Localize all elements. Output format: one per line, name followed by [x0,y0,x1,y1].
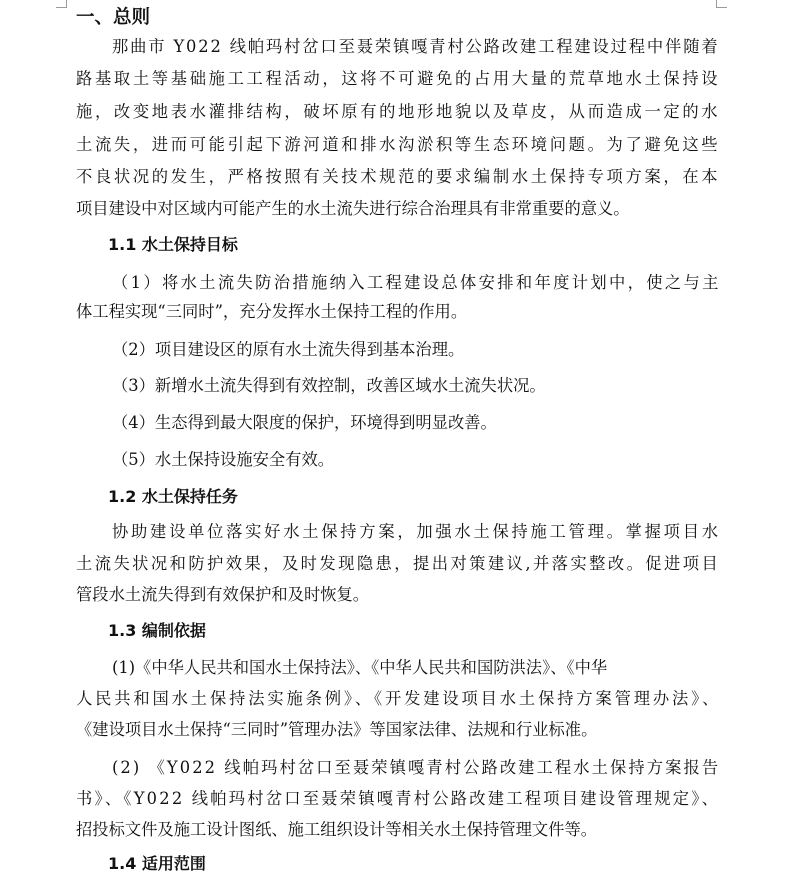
chapter-heading: 一、总则 [76,7,151,28]
section-heading-1-1: 1.1 水土保持目标 [108,235,238,254]
goal-line-5: （4）生态得到最大限度的保护，环境得到明显改善。 [112,413,497,432]
basis-line-1: (1)《中华人民共和国水土保持法》、《中华人民共和国防洪法》、《中华 [112,658,608,677]
goal-line-3: （2）项目建设区的原有水土流失得到基本治理。 [112,340,465,359]
section-heading-1-2: 1.2 水土保持任务 [108,487,238,506]
goal-line-1: （1）将水土流失防治措施纳入工程建设总体安排和年度计划中，使之与主 [112,273,721,292]
intro-line-3: 施，改变地表水灌排结构，破坏原有的地形地貌以及草皮，从而造成一定的水 [76,102,721,121]
task-line-2: 土流失状况和防护效果，及时发现隐患，提出对策建议,并落实整改。促进项目 [76,554,721,573]
task-line-1: 协助建设单位落实好水土保持方案，加强水土保持施工管理。掌握项目水 [112,522,721,541]
intro-line-1: 那曲市 Y022 线帕玛村岔口至聂荣镇嘎青村公路改建工程建设过程中伴随着 [112,37,720,56]
intro-line-2: 路基取土等基础施工工程活动，这将不可避免的占用大量的荒草地水土保持设 [76,69,721,88]
goal-line-2: 体工程实现“三同时”，充分发挥水土保持工程的作用。 [76,302,468,321]
basis-line-4: (2) 《Y022 线帕玛村岔口至聂荣镇嘎青村公路改建工程水土保持方案报告 [112,758,721,777]
goal-line-6: （5）水土保持设施安全有效。 [112,450,335,469]
goal-line-4: （3）新增水土流失得到有效控制，改善区域水土流失状况。 [112,376,546,395]
task-line-3: 管段水土流失得到有效保护和及时恢复。 [76,585,370,604]
basis-line-3: 《建设项目水土保持“三同时”管理办法》等国家法律、法规和行业标准。 [76,720,598,739]
basis-line-2: 人民共和国水土保持法实施条例》、《开发建设项目水土保持方案管理办法》、 [76,689,722,708]
intro-line-6: 项目建设中对区域内可能产生的水土流失进行综合治理具有非常重要的意义。 [76,199,630,218]
intro-line-5: 不良状况的发生，严格按照有关技术规范的要求编制水土保持专项方案，在本 [76,167,721,186]
intro-line-4: 土流失，进而可能引起下游河道和排水沟淤积等生态环境问题。为了避免这些 [76,135,721,154]
margin-mark-right-h [716,7,727,8]
basis-line-6: 招投标文件及施工设计图纸、施工组织设计等相关水土保持管理文件等。 [76,820,598,839]
section-heading-1-3: 1.3 编制依据 [108,621,206,640]
section-heading-1-4: 1.4 适用范围 [108,854,206,873]
basis-line-5: 书》、《Y022 线帕玛村岔口至聂荣镇嘎青村公路改建工程项目建设管理规定》、 [76,789,721,808]
margin-mark-left-h [56,7,67,8]
